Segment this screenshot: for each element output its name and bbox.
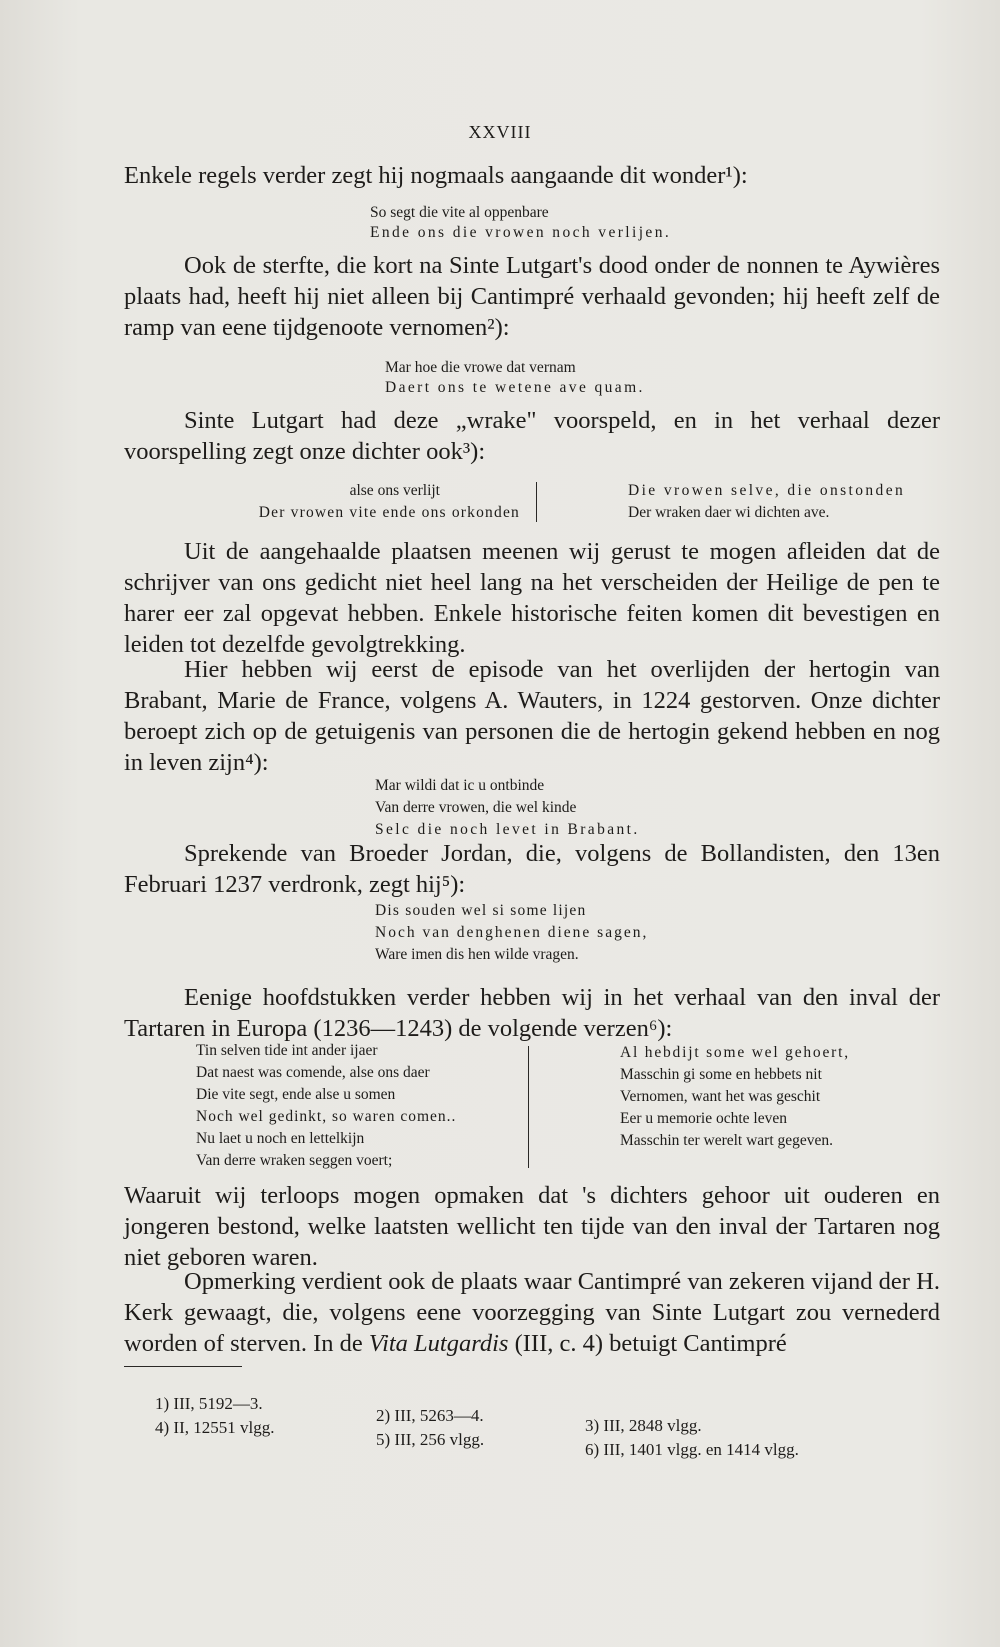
quote-6-line: Eer u memorie ochte leven (620, 1110, 787, 1127)
quote-3-left-column (200, 480, 520, 524)
quote-1 (370, 203, 671, 243)
paragraph-2: Ook de sterfte, die kort na Sinte Lutgart's dood onder de nonnen te Aywières plaats had, heeft hij niet alleen bij Cantimpré verhaald gevonden; hij heeft zelf de ramp van eene tijdgenoote vernomen²): (124, 252, 940, 341)
footnote-4: 4) II, 12551 vlgg. (155, 1418, 275, 1437)
quote-4-line: Van derre vrowen, die wel kinde (375, 799, 577, 816)
quote-5-line: Ware imen dis hen wilde vragen. (375, 946, 579, 963)
paragraph-6: Sprekende van Broeder Jordan, die, volgens de Bollandisten, den 13en Februari 1237 verdronk, zegt hij⁵): (124, 840, 940, 898)
quote-4-line: Mar wildi dat ic u ontbinde (375, 777, 545, 794)
quote-4-line: Selc die noch levet in Brabant. (375, 821, 640, 838)
paragraph-7: Eenige hoofdstukken verder hebben wij in het verhaal van den inval der Tartaren in Europa (1236—1243) de volgende verzen⁶): (124, 984, 940, 1042)
quote-5-line: Dis souden wel si some lijen (375, 902, 587, 919)
paragraph-8: Waaruit wij terloops mogen opmaken dat 's dichters gehoor uit ouderen en jongeren bestond, welke laatsten wellicht ten tijde van den inval der Tartaren nog niet geboren waren. (124, 1182, 940, 1271)
paragraph-5: Hier hebben wij eerst de episode van het overlijden der hertogin van Brabant, Marie de France, volgens A. Wauters, in 1224 gestorven. Onze dichter beroept zich op de getuigenis van personen die de hertogin gekend hebben en nog in leven zijn⁴): (124, 656, 940, 776)
paragraph-9-text: Opmerking verdient ook de plaats waar Cantimpré van zekeren vijand der H. Kerk gewaagt, die, volgens eene voorzegging van Sinte Lutgart zou vernederd worden of sterven. In de (124, 1268, 940, 1357)
quote-6-line: Dat naest was comende, alse ons daer (196, 1064, 430, 1081)
quote-6-line: Die vite segt, ende alse u somen (196, 1086, 396, 1103)
quote-5 (375, 900, 648, 966)
quote-6-line: Van derre wraken seggen voert; (196, 1152, 393, 1169)
quote-6-line: Nu laet u noch en lettelkijn (196, 1130, 365, 1147)
paragraph-4: Uit de aangehaalde plaatsen meenen wij gerust te mogen afleiden dat de schrijver van ons gedicht niet heel lang na het verscheiden der Heilige de pen te harer eer zal opgevat hebben. Enkele historische feiten komen dit bevestigen en leiden tot dezelfde gevolgtrekking. (124, 538, 940, 658)
quote-1-line: So segt die vite al oppenbare (370, 204, 549, 221)
quote-6-line: Masschin ter werelt wart gegeven. (620, 1132, 834, 1149)
quote-5-line: Noch van denghenen diene sagen, (375, 924, 649, 941)
quote-2 (385, 358, 645, 398)
column-divider (536, 482, 537, 522)
quote-6-line: Tin selven tide int ander ijaer (196, 1042, 378, 1059)
quote-3-right-column (628, 480, 905, 524)
quote-6-line: Masschin gi some en hebbets nit (620, 1066, 822, 1083)
footnote-1: 1) III, 5192—3. (155, 1394, 263, 1413)
footnote-2: 2) III, 5263—4. (376, 1406, 484, 1425)
work-title-italic: Vita Lutgardis (368, 1330, 509, 1357)
footnote-column-2 (376, 1404, 484, 1452)
footnote-separator (124, 1366, 242, 1367)
quote-6-left-column (196, 1040, 456, 1172)
footnote-column-3 (585, 1414, 799, 1462)
footnote-5: 5) III, 256 vlgg. (376, 1430, 485, 1449)
footnote-column-1 (155, 1392, 274, 1440)
footnote-6: 6) III, 1401 vlgg. en 1414 vlgg. (585, 1440, 799, 1459)
quote-2-line: Mar hoe die vrowe dat vernam (385, 359, 576, 376)
column-divider (528, 1046, 529, 1168)
quote-3-line: Der vrowen vite ende ons orkonden (258, 504, 520, 521)
quote-3-line: alse ons verlijt (349, 482, 440, 499)
paragraph-9-text: (III, c. 4) betuigt Cantimpré (508, 1330, 787, 1357)
quote-1-line: Ende ons die vrowen noch verlijen. (370, 224, 672, 241)
quote-3-line: Der wraken daer wi dichten ave. (628, 504, 830, 521)
quote-6-line: Vernomen, want het was geschit (620, 1088, 821, 1105)
paragraph-1: Enkele regels verder zegt hij nogmaals aangaande dit wonder¹): (124, 162, 748, 189)
paragraph-9 (124, 1266, 940, 1359)
quote-6-line: Noch wel gedinkt, so waren comen.. (196, 1108, 457, 1125)
page-number: XXVIII (468, 122, 532, 142)
quote-6-line: Al hebdijt some wel gehoert, (620, 1044, 850, 1061)
quote-6-right-column (620, 1042, 850, 1152)
quote-3-line: Die vrowen selve, die onstonden (628, 482, 906, 499)
quote-4 (375, 775, 640, 841)
footnote-3: 3) III, 2848 vlgg. (585, 1416, 702, 1435)
quote-2-line: Daert ons te wetene ave quam. (385, 379, 645, 396)
paragraph-3: Sinte Lutgart had deze „wrake" voorspeld, en in het verhaal dezer voorspelling zegt onze dichter ook³): (124, 407, 940, 465)
